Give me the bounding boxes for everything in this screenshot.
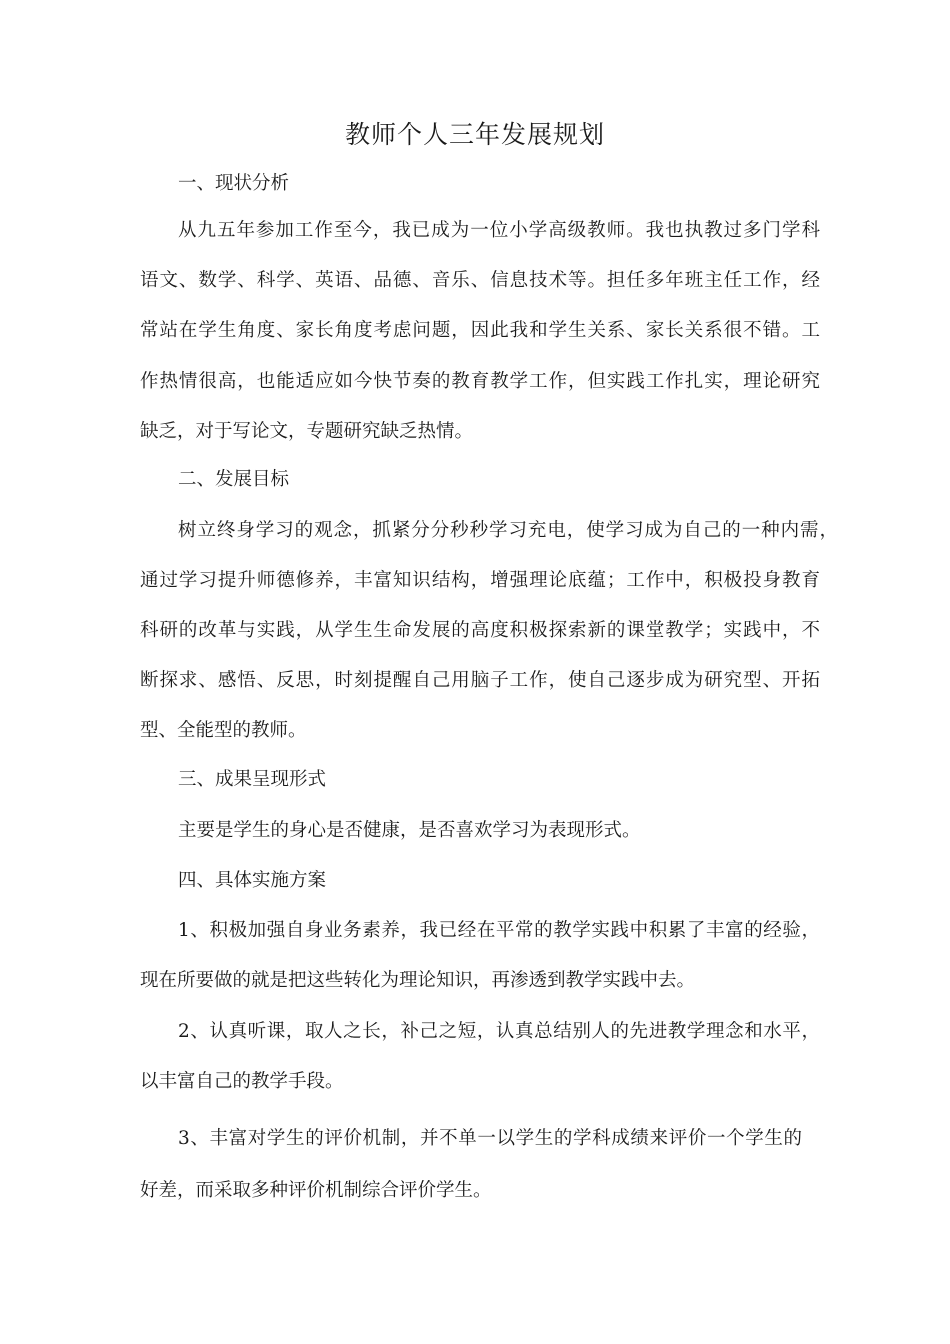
list-item-line: 以丰富自己的教学手段。 xyxy=(140,1071,344,1092)
paragraph-line: 常站在学生角度、家长角度考虑问题，因此我和学生关系、家长关系很不错。工 xyxy=(140,320,820,341)
document-title: 教师个人三年发展规划 xyxy=(344,120,605,149)
paragraph-line: 科研的改革与实践，从学生生命发展的高度积极探索新的课堂教学；实践中，不 xyxy=(140,620,820,641)
paragraph-line: 通过学习提升师德修养，丰富知识结构，增强理论底蕴；工作中，积极投身教育 xyxy=(140,570,820,591)
section-heading-status: 一、现状分析 xyxy=(178,173,290,194)
paragraph-line: 语文、数学、科学、英语、品德、音乐、信息技术等。担任多年班主任工作，经 xyxy=(140,270,820,291)
paragraph-line: 从九五年参加工作至今，我已成为一位小学高级教师。我也执教过多门学科 xyxy=(178,220,820,241)
section-heading-goals: 二、发展目标 xyxy=(178,469,290,490)
list-item-line: 2、认真听课，取人之长，补己之短，认真总结别人的先进教学理念和水平， xyxy=(178,1021,820,1042)
paragraph-line: 树立终身学习的观念，抓紧分分秒秒学习充电，使学习成为自己的一种内需， xyxy=(178,520,838,541)
paragraph-line: 主要是学生的身心是否健康，是否喜欢学习为表现形式。 xyxy=(178,820,641,841)
list-item-line: 现在所要做的就是把这些转化为理论知识，再渗透到教学实践中去。 xyxy=(140,970,696,991)
paragraph-line: 缺乏，对于写论文，专题研究缺乏热情。 xyxy=(140,421,474,442)
list-item-line: 好差，而采取多种评价机制综合评价学生。 xyxy=(140,1180,492,1201)
paragraph-line: 作热情很高，也能适应如今快节奏的教育教学工作，但实践工作扎实，理论研究 xyxy=(140,371,820,392)
list-item-line: 1、积极加强自身业务素养，我已经在平常的教学实践中积累了丰富的经验， xyxy=(178,920,820,941)
section-heading-plan: 四、具体实施方案 xyxy=(178,870,327,891)
list-item-line: 3、丰富对学生的评价机制，并不单一以学生的学科成绩来评价一个学生的 xyxy=(178,1128,802,1149)
section-heading-results: 三、成果呈现形式 xyxy=(178,769,327,790)
paragraph-line: 断探求、感悟、反思，时刻提醒自己用脑子工作，使自己逐步成为研究型、开拓 xyxy=(140,670,820,691)
paragraph-line: 型、全能型的教师。 xyxy=(140,720,307,741)
